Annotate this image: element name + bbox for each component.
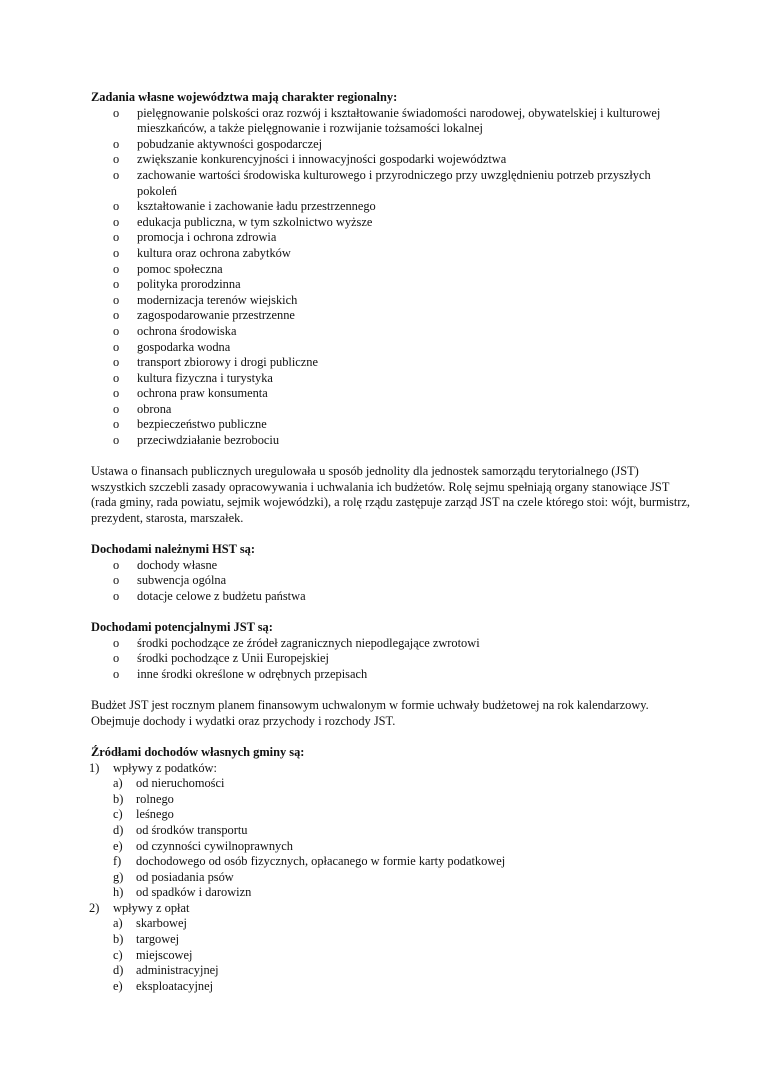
- list-item: [91, 246, 691, 262]
- lettered-item-text: od środków transportu: [136, 822, 248, 837]
- list-item-text: ochrona praw konsumenta: [137, 386, 268, 401]
- list-item: [91, 199, 691, 215]
- bullet-marker: o: [113, 433, 120, 448]
- due-income-list: [91, 558, 691, 605]
- lettered-item: [113, 885, 691, 901]
- number-marker: 1): [89, 760, 100, 775]
- letter-marker: g): [113, 869, 124, 884]
- list-item-text: inne środki określone w odrębnych przepisach: [137, 666, 368, 681]
- list-item: [91, 433, 691, 449]
- lettered-item-text: eksploatacyjnej: [136, 978, 214, 993]
- letter-marker: f): [113, 854, 122, 869]
- letter-marker: c): [113, 807, 123, 822]
- list-item: [91, 589, 691, 605]
- list-item-text: kultura fizyczna i turystyka: [137, 370, 273, 385]
- list-item-text: edukacja publiczna, w tym szkolnictwo wyższe: [137, 214, 373, 229]
- list-item: [91, 293, 691, 309]
- list-item: [91, 324, 691, 340]
- bullet-marker: o: [113, 666, 120, 681]
- bullet-marker: o: [113, 292, 120, 307]
- list-item: [91, 230, 691, 246]
- bullet-marker: o: [113, 261, 120, 276]
- spacer: [91, 683, 691, 699]
- list-item-text: transport zbiorowy i drogi publiczne: [137, 355, 318, 370]
- list-item: [91, 106, 691, 137]
- list-item-text: przeciwdziałanie bezrobociu: [137, 433, 280, 448]
- list-item-text: dotacje celowe z budżetu państwa: [137, 589, 306, 603]
- spacer: [91, 729, 691, 745]
- bullet-marker: o: [113, 370, 120, 385]
- list-item-text: gospodarka wodna: [137, 339, 231, 354]
- list-item: [91, 168, 691, 199]
- numbered-item: [91, 901, 691, 995]
- lettered-item: [113, 792, 691, 808]
- bullet-marker: o: [113, 152, 120, 167]
- lettered-list: [113, 776, 691, 901]
- list-item: [91, 402, 691, 418]
- numbered-item-label: wpływy z opłat: [113, 900, 190, 915]
- bullet-marker: o: [113, 401, 120, 416]
- list-item-text: subwencja ogólna: [137, 573, 227, 588]
- spacer: [91, 449, 691, 465]
- bullet-marker: o: [113, 214, 120, 229]
- bullet-marker: o: [113, 245, 120, 260]
- list-item: [91, 262, 691, 278]
- municipal-income-sources-heading: Źródłami dochodów własnych gminy są:: [91, 744, 305, 759]
- lettered-item-text: leśnego: [136, 807, 174, 822]
- bullet-marker: o: [113, 339, 120, 354]
- lettered-item: [113, 776, 691, 792]
- numbered-item-label: wpływy z podatków:: [113, 760, 217, 775]
- list-item: [91, 667, 691, 683]
- list-item: [91, 355, 691, 371]
- list-item: [91, 340, 691, 356]
- list-item-text: obrona: [137, 401, 172, 416]
- list-item-text: modernizacja terenów wiejskich: [137, 292, 298, 307]
- document-content: [91, 90, 691, 994]
- list-item-text: kultura oraz ochrona zabytków: [137, 245, 291, 260]
- list-item-text: bezpieczeństwo publiczne: [137, 417, 267, 432]
- bullet-marker: o: [113, 105, 120, 120]
- list-item-text: zwiększanie konkurencyjności i innowacyjności gospodarki województwa: [137, 152, 507, 167]
- voivodeship-tasks-list: [91, 106, 691, 449]
- bullet-marker: o: [113, 199, 120, 214]
- letter-marker: a): [113, 776, 123, 791]
- letter-marker: d): [113, 963, 124, 978]
- spacer: [91, 527, 691, 543]
- list-item-text: promocja i ochrona zdrowia: [137, 230, 277, 245]
- lettered-item-text: od czynności cywilnoprawnych: [136, 838, 293, 853]
- list-item: [91, 277, 691, 293]
- list-item: [91, 417, 691, 433]
- list-item: [91, 215, 691, 231]
- lettered-item: [113, 916, 691, 932]
- bullet-marker: o: [113, 557, 120, 572]
- list-item: [91, 558, 691, 574]
- letter-marker: h): [113, 885, 124, 900]
- bullet-marker: o: [113, 651, 120, 666]
- lettered-item: [113, 979, 691, 995]
- number-marker: 2): [89, 900, 100, 915]
- numbered-item: [91, 761, 691, 901]
- lettered-item: [113, 948, 691, 964]
- list-item: [91, 137, 691, 153]
- bullet-marker: o: [113, 323, 120, 338]
- list-item: [91, 651, 691, 667]
- list-item-text: środki pochodzące ze źródeł zagranicznych niepodlegające zwrotowi: [137, 635, 480, 650]
- bullet-marker: o: [113, 308, 120, 323]
- lettered-item: [113, 932, 691, 948]
- list-item: [91, 573, 691, 589]
- letter-marker: e): [113, 838, 123, 853]
- lettered-item: [113, 854, 691, 870]
- bullet-marker: o: [113, 277, 120, 292]
- bullet-marker: o: [113, 136, 120, 151]
- list-item-text: dochody własne: [137, 557, 218, 572]
- list-item-text: zachowanie wartości środowiska kulturowego i przyrodniczego przy uwzględnieniu potrzeb przyszłych pokoleń: [137, 167, 651, 198]
- potential-income-heading: Dochodami potencjalnymi JST są:: [91, 620, 273, 635]
- list-item-text: kształtowanie i zachowanie ładu przestrzennego: [137, 199, 376, 214]
- list-item-text: polityka prorodzinna: [137, 277, 241, 292]
- lettered-item: [113, 807, 691, 823]
- bullet-marker: o: [113, 386, 120, 401]
- list-item-text: ochrona środowiska: [137, 323, 237, 338]
- letter-marker: b): [113, 791, 124, 806]
- bullet-marker: o: [113, 230, 120, 245]
- letter-marker: e): [113, 978, 123, 993]
- list-item: [91, 152, 691, 168]
- lettered-item: [113, 870, 691, 886]
- bullet-marker: o: [113, 167, 120, 182]
- lettered-item-text: od nieruchomości: [136, 776, 225, 791]
- list-item: [91, 371, 691, 387]
- list-item: [91, 308, 691, 324]
- lettered-item-text: skarbowej: [136, 916, 187, 931]
- lettered-item-text: targowej: [136, 932, 180, 947]
- list-item-text: pomoc społeczna: [137, 261, 223, 276]
- voivodeship-tasks-heading: Zadania własne województwa mają charakter regionalny:: [91, 90, 398, 104]
- list-item-text: pielęgnowanie polskości oraz rozwój i kształtowanie świadomości narodowej, obywatelskiej i kulturowej mieszkańców, a także pielęgnowanie i rozwijanie tożsamości lokalnej: [137, 105, 661, 136]
- letter-marker: b): [113, 932, 124, 947]
- lettered-item-text: od spadków i darowizn: [136, 885, 252, 900]
- lettered-item-text: dochodowego od osób fizycznych, opłacanego w formie karty podatkowej: [136, 854, 506, 869]
- bullet-marker: o: [113, 635, 120, 650]
- lettered-item: [113, 963, 691, 979]
- lettered-item: [113, 823, 691, 839]
- lettered-item: [113, 839, 691, 855]
- letter-marker: c): [113, 947, 123, 962]
- lettered-item-text: rolnego: [136, 791, 174, 806]
- lettered-list: [113, 916, 691, 994]
- list-item-text: zagospodarowanie przestrzenne: [137, 308, 295, 323]
- budget-definition-paragraph: Budżet JST jest rocznym planem finansowym uchwalonym w formie uchwały budżetowej na rok kalendarzowy. Obejmuje dochody i wydatki oraz przychody i rozchody JST.: [91, 698, 649, 728]
- spacer: [91, 605, 691, 621]
- letter-marker: a): [113, 916, 123, 931]
- potential-income-list: [91, 636, 691, 683]
- list-item: [91, 636, 691, 652]
- bullet-marker: o: [113, 573, 120, 588]
- lettered-item-text: miejscowej: [136, 947, 193, 962]
- municipal-income-sources-list: [91, 761, 691, 995]
- lettered-item-text: administracyjnej: [136, 963, 219, 978]
- bullet-marker: o: [113, 417, 120, 432]
- list-item: [91, 386, 691, 402]
- letter-marker: d): [113, 822, 124, 837]
- lettered-item-text: od posiadania psów: [136, 869, 234, 884]
- public-finance-paragraph: Ustawa o finansach publicznych uregulowała u sposób jednolity dla jednostek samorządu terytorialnego (JST) wszystkich szczebli zasady opracowywania i uchwalania ich budżetów. Rolę sejmu spełniają organy stanowiące JST (rada gminy, rada powiatu, sejmik wojewódzki), a rolę rządu zastępuje zarząd JST na czele którego stoi: wójt, burmistrz, prezydent, starosta, marszałek.: [91, 464, 691, 526]
- bullet-marker: o: [113, 589, 120, 603]
- list-item-text: pobudzanie aktywności gospodarczej: [137, 136, 323, 151]
- list-item-text: środki pochodzące z Unii Europejskiej: [137, 651, 329, 666]
- bullet-marker: o: [113, 355, 120, 370]
- due-income-heading: Dochodami należnymi HST są:: [91, 542, 255, 557]
